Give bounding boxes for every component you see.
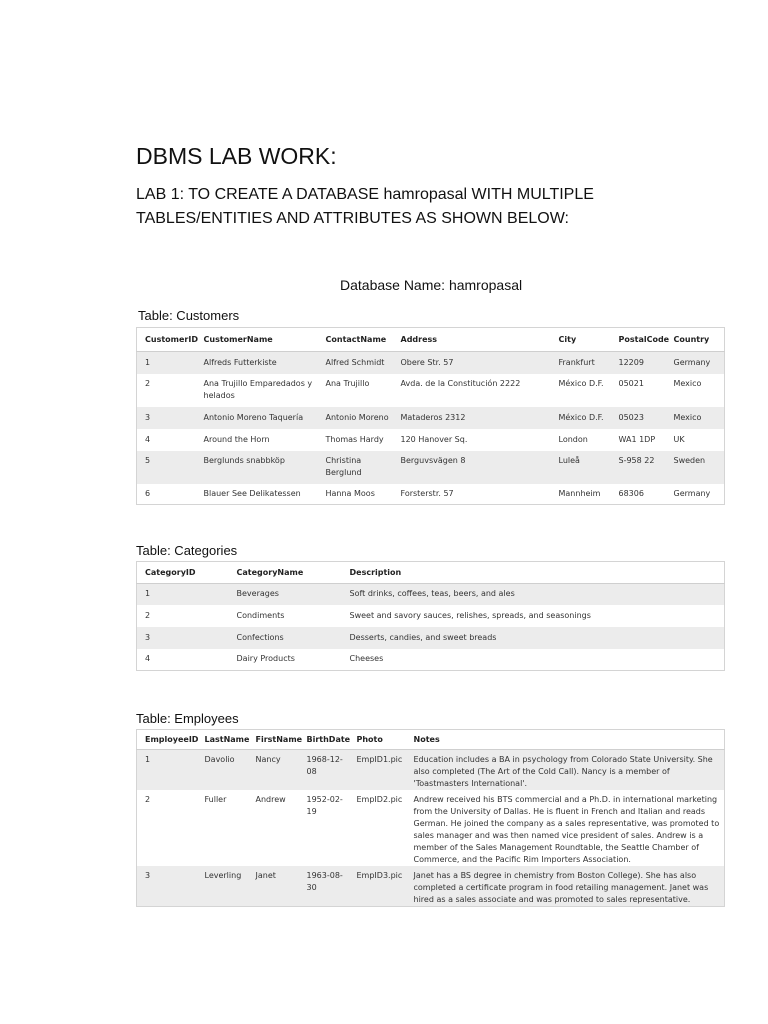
table-cell: 2 [137, 605, 229, 627]
table-cell: Sweden [666, 451, 725, 484]
column-header: Photo [349, 730, 406, 750]
table-cell: Andrew [248, 790, 299, 866]
table-cell: UK [666, 429, 725, 451]
table-cell: México D.F. [551, 407, 611, 429]
database-name: Database Name: hamropasal [340, 277, 523, 293]
table-cell: Dairy Products [229, 649, 342, 671]
table-row [137, 649, 725, 671]
table-cell: Mataderos 2312 [393, 407, 551, 429]
table-row [137, 750, 725, 791]
table-cell: Mexico [666, 407, 725, 429]
table-row [137, 584, 725, 605]
table-row [137, 605, 725, 627]
table-cell: Mannheim [551, 484, 611, 505]
column-header: Description [342, 562, 725, 584]
column-header: EmployeeID [137, 730, 197, 750]
table-cell: Beverages [229, 584, 342, 605]
table-cell: Confections [229, 627, 342, 649]
categories-header-row [137, 562, 725, 584]
table-cell: 1 [137, 750, 197, 791]
column-header: Address [393, 328, 551, 352]
table-cell: 05023 [611, 407, 666, 429]
table-cell: Obere Str. 57 [393, 352, 551, 374]
table-cell: Frankfurt [551, 352, 611, 374]
table-cell: Janet has a BS degree in chemistry from Boston College). She has also completed a certificate program in food retailing management. Janet was hired as a sales associate and was promoted to sales representative. [406, 866, 725, 907]
table-cell: Berglunds snabbköp [196, 451, 318, 484]
table-row [137, 407, 725, 429]
column-header: CustomerName [196, 328, 318, 352]
table-cell: Hanna Moos [318, 484, 393, 505]
table-cell: Janet [248, 866, 299, 907]
table-cell: WA1 1DP [611, 429, 666, 451]
table-cell: Alfreds Futterkiste [196, 352, 318, 374]
column-header: CategoryID [137, 562, 229, 584]
column-header: CustomerID [137, 328, 196, 352]
table-cell: Antonio Moreno Taquería [196, 407, 318, 429]
column-header: PostalCode [611, 328, 666, 352]
table-cell: Education includes a BA in psychology from Colorado State University. She also completed (The Art of the Cold Call). Nancy is a member of 'Toastmasters International'. [406, 750, 725, 791]
column-header: Notes [406, 730, 725, 750]
table-cell: 5 [137, 451, 196, 484]
table-cell: 1968-12-08 [299, 750, 349, 791]
column-header: LastName [197, 730, 248, 750]
table-cell: Andrew received his BTS commercial and a Ph.D. in international marketing from the University of Dallas. He is fluent in French and Italian and reads German. He joined the company as a sales representative, was promoted to sales manager and was then named vice president of sales. Andrew is a member of the Sales Management Roundtable, the Seattle Chamber of Commerce, and the Pacific Rim Importers Association. [406, 790, 725, 866]
customers-header-row [137, 328, 725, 352]
table-cell: 1952-02-19 [299, 790, 349, 866]
table-cell: 6 [137, 484, 196, 505]
table-cell: 4 [137, 649, 229, 671]
table-row [137, 790, 725, 866]
document-title: DBMS LAB WORK: [136, 143, 337, 169]
employees-header-row [137, 730, 725, 750]
customers-table [136, 327, 725, 505]
table-cell: Soft drinks, coffees, teas, beers, and ales [342, 584, 725, 605]
lab-description-line-1: LAB 1: TO CREATE A DATABASE hamropasal WITH MULTIPLE [136, 186, 594, 203]
table-cell: 3 [137, 866, 197, 907]
employees-table [136, 729, 725, 907]
table-cell: Mexico [666, 374, 725, 407]
table-cell: 05021 [611, 374, 666, 407]
table-cell: S-958 22 [611, 451, 666, 484]
categories-table-label: Table: Categories [136, 543, 238, 558]
table-cell: 120 Hanover Sq. [393, 429, 551, 451]
column-header: Country [666, 328, 725, 352]
table-cell: 4 [137, 429, 196, 451]
column-header: FirstName [248, 730, 299, 750]
column-header: City [551, 328, 611, 352]
table-cell: 3 [137, 627, 229, 649]
table-cell: 2 [137, 790, 197, 866]
table-cell: Sweet and savory sauces, relishes, spreads, and seasonings [342, 605, 725, 627]
table-cell: EmpID1.pic [349, 750, 406, 791]
table-cell: Ana Trujillo [318, 374, 393, 407]
table-cell: Avda. de la Constitución 2222 [393, 374, 551, 407]
table-cell: Berguvsvägen 8 [393, 451, 551, 484]
table-cell: 2 [137, 374, 196, 407]
table-row [137, 352, 725, 374]
table-cell: Antonio Moreno [318, 407, 393, 429]
table-cell: Desserts, candies, and sweet breads [342, 627, 725, 649]
table-cell: Alfred Schmidt [318, 352, 393, 374]
table-cell: Christina Berglund [318, 451, 393, 484]
table-cell: EmpID3.pic [349, 866, 406, 907]
table-cell: 1 [137, 352, 196, 374]
table-cell: Nancy [248, 750, 299, 791]
employees-table-label: Table: Employees [136, 711, 239, 726]
table-cell: 12209 [611, 352, 666, 374]
lab-description-line-2: TABLES/ENTITIES AND ATTRIBUTES AS SHOWN BELOW: [136, 210, 569, 227]
table-row [137, 429, 725, 451]
column-header: ContactName [318, 328, 393, 352]
table-cell: Fuller [197, 790, 248, 866]
table-row [137, 627, 725, 649]
table-row [137, 374, 725, 407]
table-cell: Leverling [197, 866, 248, 907]
customers-table-label: Table: Customers [138, 308, 240, 323]
table-cell: Blauer See Delikatessen [196, 484, 318, 505]
table-cell: Forsterstr. 57 [393, 484, 551, 505]
table-row [137, 866, 725, 907]
table-cell: 3 [137, 407, 196, 429]
table-cell: 1963-08-30 [299, 866, 349, 907]
table-cell: London [551, 429, 611, 451]
table-cell: Thomas Hardy [318, 429, 393, 451]
table-cell: 1 [137, 584, 229, 605]
table-cell: 68306 [611, 484, 666, 505]
table-cell: Davolio [197, 750, 248, 791]
table-cell: Germany [666, 352, 725, 374]
categories-table [136, 561, 725, 671]
table-cell: Luleå [551, 451, 611, 484]
table-cell: Germany [666, 484, 725, 505]
table-cell: EmpID2.pic [349, 790, 406, 866]
table-cell: México D.F. [551, 374, 611, 407]
column-header: CategoryName [229, 562, 342, 584]
table-cell: Condiments [229, 605, 342, 627]
table-cell: Around the Horn [196, 429, 318, 451]
column-header: BirthDate [299, 730, 349, 750]
table-row [137, 451, 725, 484]
table-cell: Cheeses [342, 649, 725, 671]
table-row [137, 484, 725, 505]
table-cell: Ana Trujillo Emparedados y helados [196, 374, 318, 407]
